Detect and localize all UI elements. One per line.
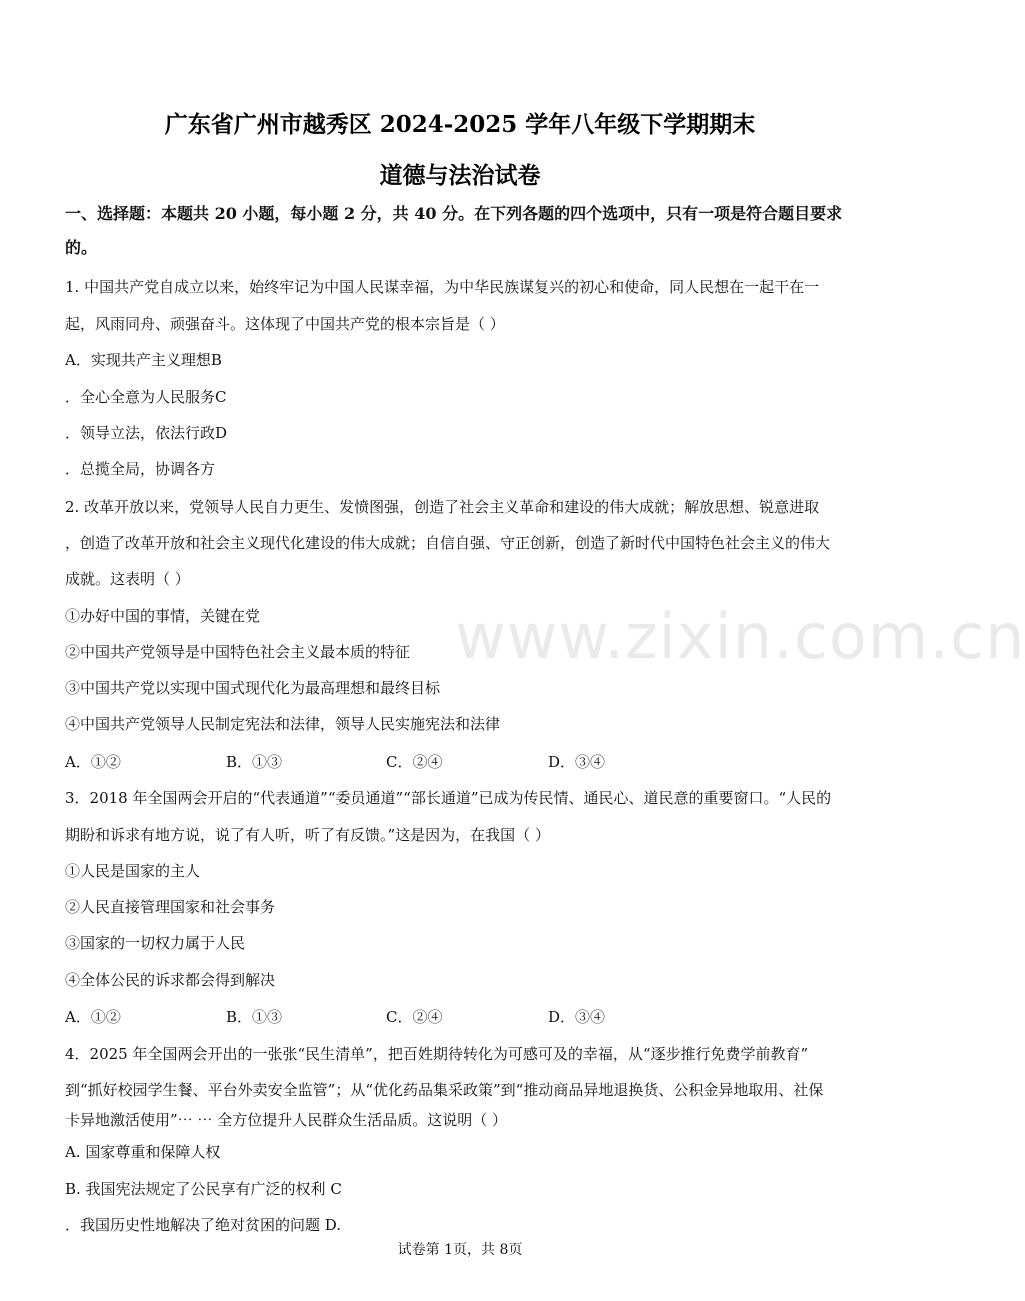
option-d: D．③④ — [548, 1008, 606, 1026]
question-line: 4．2025 年全国两会开出的一张张“民生清单”，把百姓期待转化为可感可及的幸福，从“逐步推行免费学前教育” — [65, 1045, 809, 1063]
statement: ②中国共产党领导是中国特色社会主义最本质的特征 — [65, 643, 411, 661]
question-line: 1. 中国共产党自成立以来，始终牢记为中国人民谋幸福，为中华民族谋复兴的初心和使命，同人民想在一起干在一 — [65, 278, 820, 296]
question-line: 起，风雨同舟、顽强奋斗。这体现了中国共产党的根本宗旨是（ ） — [65, 315, 505, 333]
answer-option: ．领导立法，依法行政D — [65, 424, 228, 442]
question-line: 期盼和诉求有地方说，说了有人听，听了有反馈。”这是因为，在我国（ ） — [65, 826, 550, 844]
page-footer: 试卷第 1页，共 8页 — [397, 1242, 523, 1258]
answer-option: B. 我国宪法规定了公民享有广泛的权利 C — [65, 1180, 342, 1198]
option-b: B．①③ — [226, 1008, 283, 1026]
answer-option: ．我国历史性地解决了绝对贫困的问题 D. — [65, 1216, 342, 1234]
section-heading: 一、选择题：本题共 20 小题，每小题 2 分，共 40 分。在下列各题的四个选项中，只有一项是符合题目要求的。 — [65, 204, 843, 257]
option-a: A．①② — [65, 1008, 121, 1026]
statement: ①人民是国家的主人 — [65, 862, 201, 880]
option-c: C．②④ — [386, 1008, 443, 1026]
option-d: D．③④ — [548, 753, 606, 771]
document-subtitle: 道德与法治试卷 — [379, 162, 541, 189]
question-line: 到“抓好校园学生餐、平台外卖安全监管”；从“优化药品集采政策”到“推动商品异地退换货、公积金异地取用、社保 — [65, 1081, 824, 1099]
watermark: www.zixin.com.cn — [455, 600, 1025, 673]
statement: ③中国共产党以实现中国式现代化为最高理想和最终目标 — [65, 679, 441, 697]
question-line: ，创造了改革开放和社会主义现代化建设的伟大成就；自信自强、守正创新，创造了新时代中国特色社会主义的伟大 — [65, 534, 831, 552]
question-line: 卡异地激活使用”⋯ ⋯ 全方位提升人民群众生活品质。这说明（ ） — [65, 1111, 507, 1129]
statement: ③国家的一切权力属于人民 — [65, 934, 246, 952]
answer-option: A. 国家尊重和保障人权 — [65, 1143, 221, 1161]
option-c: C．②④ — [386, 753, 443, 771]
statement: ④中国共产党领导人民制定宪法和法律，领导人民实施宪法和法律 — [65, 715, 501, 733]
answer-option: A．实现共产主义理想B — [65, 351, 222, 369]
answer-option: ．总揽全局，协调各方 — [65, 460, 216, 478]
question-line: 2. 改革开放以来，党领导人民自力更生、发愤图强，创造了社会主义革命和建设的伟大成就；解放思想、锐意进取 — [65, 498, 820, 516]
option-b: B．①③ — [226, 753, 283, 771]
option-a: A．①② — [65, 753, 121, 771]
document-title: 广东省广州市越秀区 2024-2025 学年八年级下学期期末 — [164, 111, 756, 138]
statement: ①办好中国的事情，关键在党 — [65, 607, 261, 625]
answer-option: ．全心全意为人民服务C — [65, 388, 227, 406]
statement: ②人民直接管理国家和社会事务 — [65, 898, 276, 916]
statement: ④全体公民的诉求都会得到解决 — [65, 971, 276, 989]
question-line: 3．2018 年全国两会开启的“代表通道”“委员通道”“部长通道”已成为传民情、通民心、道民意的重要窗口。“人民的 — [65, 789, 832, 807]
question-line: 成就。这表明（ ） — [65, 570, 190, 588]
